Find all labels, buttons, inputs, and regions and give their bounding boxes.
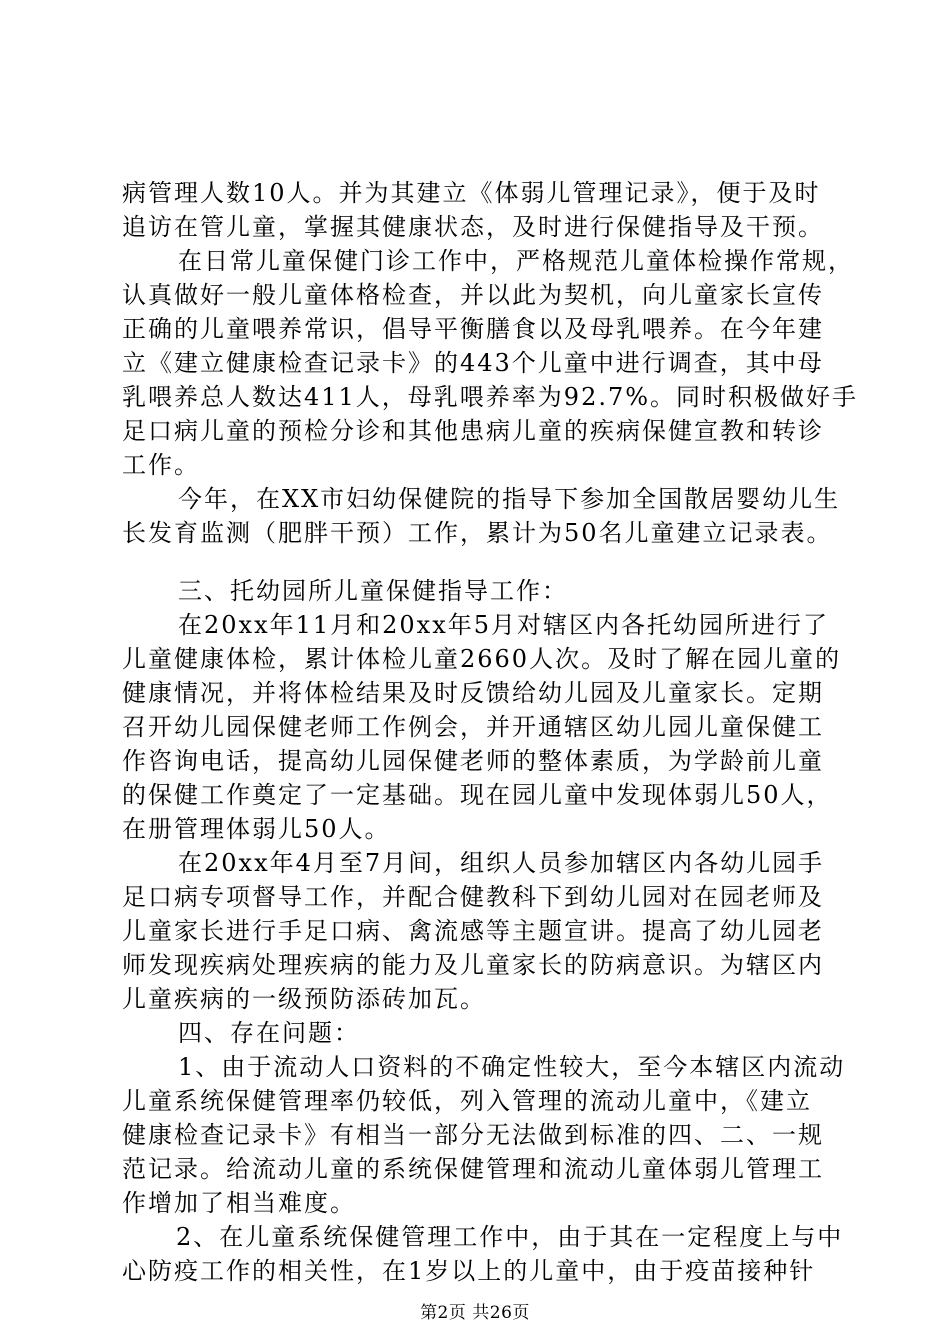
- text-line: 范记录。给流动儿童的系统保健管理和流动儿童体弱儿管理工: [122, 1155, 824, 1183]
- text-line: 儿童疾病的一级预防添砖加瓦。: [122, 985, 486, 1013]
- text-line: 追访在管儿童，掌握其健康状态，及时进行保健指导及干预。: [122, 213, 824, 241]
- text-line: 作咨询电话，提高幼儿园保健老师的整体素质，为学龄前儿童: [122, 747, 824, 775]
- text-line: 足口病专项督导工作，并配合健教科下到幼儿园对在园老师及: [122, 883, 824, 911]
- text-line: 工作。: [122, 451, 200, 479]
- text-line: 认真做好一般儿童体格检查，并以此为契机，向儿童家长宣传: [122, 281, 824, 309]
- text-line: 师发现疾病处理疾病的能力及儿童家长的防病意识。为辖区内: [122, 951, 824, 979]
- text-line: 在20xx年4月至7月间，组织人员参加辖区内各幼儿园手: [178, 849, 825, 877]
- text-line: 2、在儿童系统保健管理工作中，由于其在一定程度上与中: [176, 1223, 844, 1251]
- text-line: 立《建立健康检查记录卡》的443个儿童中进行调查，其中母: [122, 349, 824, 377]
- text-line: 作增加了相当难度。: [122, 1189, 356, 1217]
- text-line: 儿童家长进行手足口病、禽流感等主题宣讲。提高了幼儿园老: [122, 917, 824, 945]
- text-line: 今年，在XX市妇幼保健院的指导下参加全国散居婴幼儿生: [178, 485, 841, 513]
- text-line: 1、由于流动人口资料的不确定性较大，至今本辖区内流动: [178, 1053, 846, 1081]
- text-line: 健康情况，并将体检结果及时反馈给幼儿园及儿童家长。定期: [122, 679, 824, 707]
- text-line: 健康检查记录卡》有相当一部分无法做到标准的四、二、一规: [122, 1121, 824, 1149]
- text-line: 足口病儿童的预检分诊和其他患病儿童的疾病保健宣教和转诊: [122, 417, 824, 445]
- text-line: 在日常儿童保健门诊工作中，严格规范儿童体检操作常规，: [178, 247, 854, 275]
- page-footer: 第2页 共26页: [420, 1303, 530, 1323]
- text-line: 病管理人数10人。并为其建立《体弱儿管理记录》，便于及时: [122, 179, 821, 207]
- text-line: 在册管理体弱儿50人。: [122, 815, 391, 843]
- text-line: 正确的儿童喂养常识，倡导平衡膳食以及母乳喂养。在今年建: [122, 315, 824, 343]
- heading-line: 三、托幼园所儿童保健指导工作：: [178, 577, 568, 605]
- text-line: 乳喂养总人数达411人，母乳喂养率为92.7%。同时积极做好手: [122, 383, 859, 411]
- text-line: 长发育监测（肥胖干预）工作，累计为50名儿童建立记录表。: [122, 519, 833, 547]
- heading-line: 四、存在问题：: [178, 1019, 360, 1047]
- text-line: 心防疫工作的相关性，在1岁以上的儿童中，由于疫苗接种针: [122, 1257, 816, 1285]
- text-line: 儿童系统保健管理率仍较低，列入管理的流动儿童中，《建立: [122, 1087, 812, 1115]
- text-line: 的保健工作奠定了一定基础。现在园儿童中发现体弱儿50人，: [122, 781, 833, 809]
- text-line: 召开幼儿园保健老师工作例会，并开通辖区幼儿园儿童保健工: [122, 713, 824, 741]
- text-line: 在20xx年11月和20xx年5月对辖区内各托幼园所进行了: [178, 611, 830, 639]
- text-line: 儿童健康体检，累计体检儿童2660人次。及时了解在园儿童的: [122, 645, 842, 673]
